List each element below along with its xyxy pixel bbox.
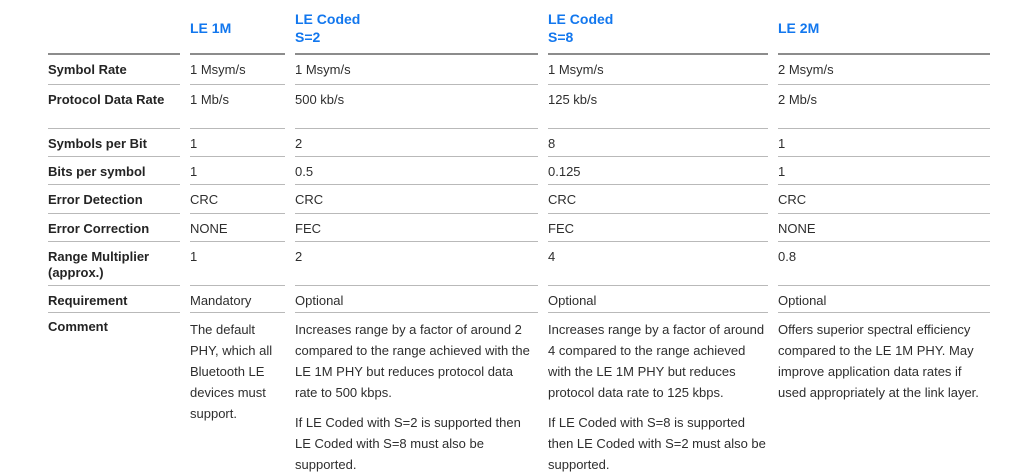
- column-header-label: LE 2M: [778, 19, 820, 36]
- cell-value: FEC: [295, 213, 538, 241]
- cell-value: NONE: [190, 213, 285, 241]
- comment-paragraph: The default PHY, which all Bluetooth LE devices must support.: [190, 322, 273, 421]
- table-row-error-correction: [48, 213, 1021, 241]
- cell-value: CRC: [778, 184, 990, 213]
- table-row-comment: [48, 312, 1021, 475]
- column-header-label-line2: S=8: [548, 28, 574, 45]
- table-row-symbols-per-bit: [48, 128, 1021, 156]
- row-label: Error Detection: [48, 184, 180, 213]
- table-row-requirement: [48, 285, 1021, 312]
- cell-value: 1 Msym/s: [190, 62, 246, 77]
- comment-cell-le-1m: [190, 312, 285, 475]
- cell-value: Mandatory: [190, 285, 285, 312]
- cell-value: 2: [295, 241, 538, 285]
- cell-value: 1: [190, 241, 285, 285]
- table-header-row: [48, 0, 1021, 55]
- table-row-range-multiplier: [48, 241, 1021, 285]
- cell-value: 1: [778, 156, 990, 184]
- column-header-label: LE 1M: [190, 19, 232, 36]
- table-row-bits-per-symbol: [48, 156, 1021, 184]
- cell-value: 1 Msym/s: [548, 62, 604, 77]
- cell-value: 1 Msym/s: [295, 62, 351, 77]
- cell-value: 0.125: [548, 156, 768, 184]
- cell-value: 500 kb/s: [295, 84, 538, 128]
- cell-value: NONE: [778, 213, 990, 241]
- row-label: Comment: [48, 312, 180, 475]
- table-row-symbol-rate: [48, 55, 1021, 84]
- row-label: Symbols per Bit: [48, 128, 180, 156]
- cell-value: 1 Mb/s: [190, 84, 285, 128]
- cell-value: CRC: [548, 184, 768, 213]
- column-header-le-1m: [190, 0, 285, 55]
- row-label: Symbol Rate: [48, 62, 127, 77]
- column-header-le-coded-s2: [295, 0, 538, 55]
- comment-cell-le-2m: [778, 312, 990, 475]
- row-label: Bits per symbol: [48, 156, 180, 184]
- cell-value: 0.8: [778, 241, 990, 285]
- cell-value: 2 Msym/s: [778, 62, 834, 77]
- cell-value: 2 Mb/s: [778, 84, 990, 128]
- cell-value: 125 kb/s: [548, 84, 768, 128]
- cell-value: 1: [190, 156, 285, 184]
- cell-value: 1: [778, 128, 990, 156]
- column-header-label: LE Coded: [295, 10, 361, 27]
- row-label: Requirement: [48, 285, 180, 312]
- cell-value: FEC: [548, 213, 768, 241]
- cell-value: CRC: [190, 184, 285, 213]
- column-header-label-line2: S=2: [295, 28, 321, 45]
- row-label: Error Correction: [48, 213, 180, 241]
- comment-paragraph: Increases range by a factor of around 2 compared to the range achieved with the LE 1M PHY but reduces protocol data rate to 500 kbps.: [295, 322, 530, 400]
- comment-paragraph: If LE Coded with S=2 is supported then LE Coded with S=8 must also be supported.: [295, 415, 521, 472]
- column-header-label: LE Coded: [548, 10, 614, 27]
- comment-paragraph: Increases range by a factor of around 4 compared to the range achieved with the LE 1M PHY but reduces protocol data rate to 125 kbps.: [548, 322, 765, 400]
- column-header-le-2m: [778, 0, 990, 55]
- cell-value: 4: [548, 241, 768, 285]
- cell-value: 0.5: [295, 156, 538, 184]
- cell-value: 8: [548, 128, 768, 156]
- cell-value: Optional: [778, 285, 990, 312]
- comment-cell-le-coded-s8: [548, 312, 768, 475]
- row-label: Range Multiplier (approx.): [48, 241, 180, 285]
- comment-paragraph: If LE Coded with S=8 is supported then LE Coded with S=2 must also be supported.: [548, 415, 766, 472]
- table-row-protocol-data-rate: [48, 84, 1021, 128]
- comment-cell-le-coded-s2: [295, 312, 538, 475]
- column-header-le-coded-s8: [548, 0, 768, 55]
- table-row-error-detection: [48, 184, 1021, 213]
- comment-paragraph: Offers superior spectral efficiency compared to the LE 1M PHY. May improve application data rates if used appropriately at the link layer.: [778, 322, 979, 400]
- row-label: Protocol Data Rate: [48, 84, 180, 128]
- header-corner-empty: [48, 0, 180, 55]
- cell-value: 2: [295, 128, 538, 156]
- cell-value: Optional: [548, 285, 768, 312]
- cell-value: Optional: [295, 285, 538, 312]
- cell-value: 1: [190, 128, 285, 156]
- cell-value: CRC: [295, 184, 538, 213]
